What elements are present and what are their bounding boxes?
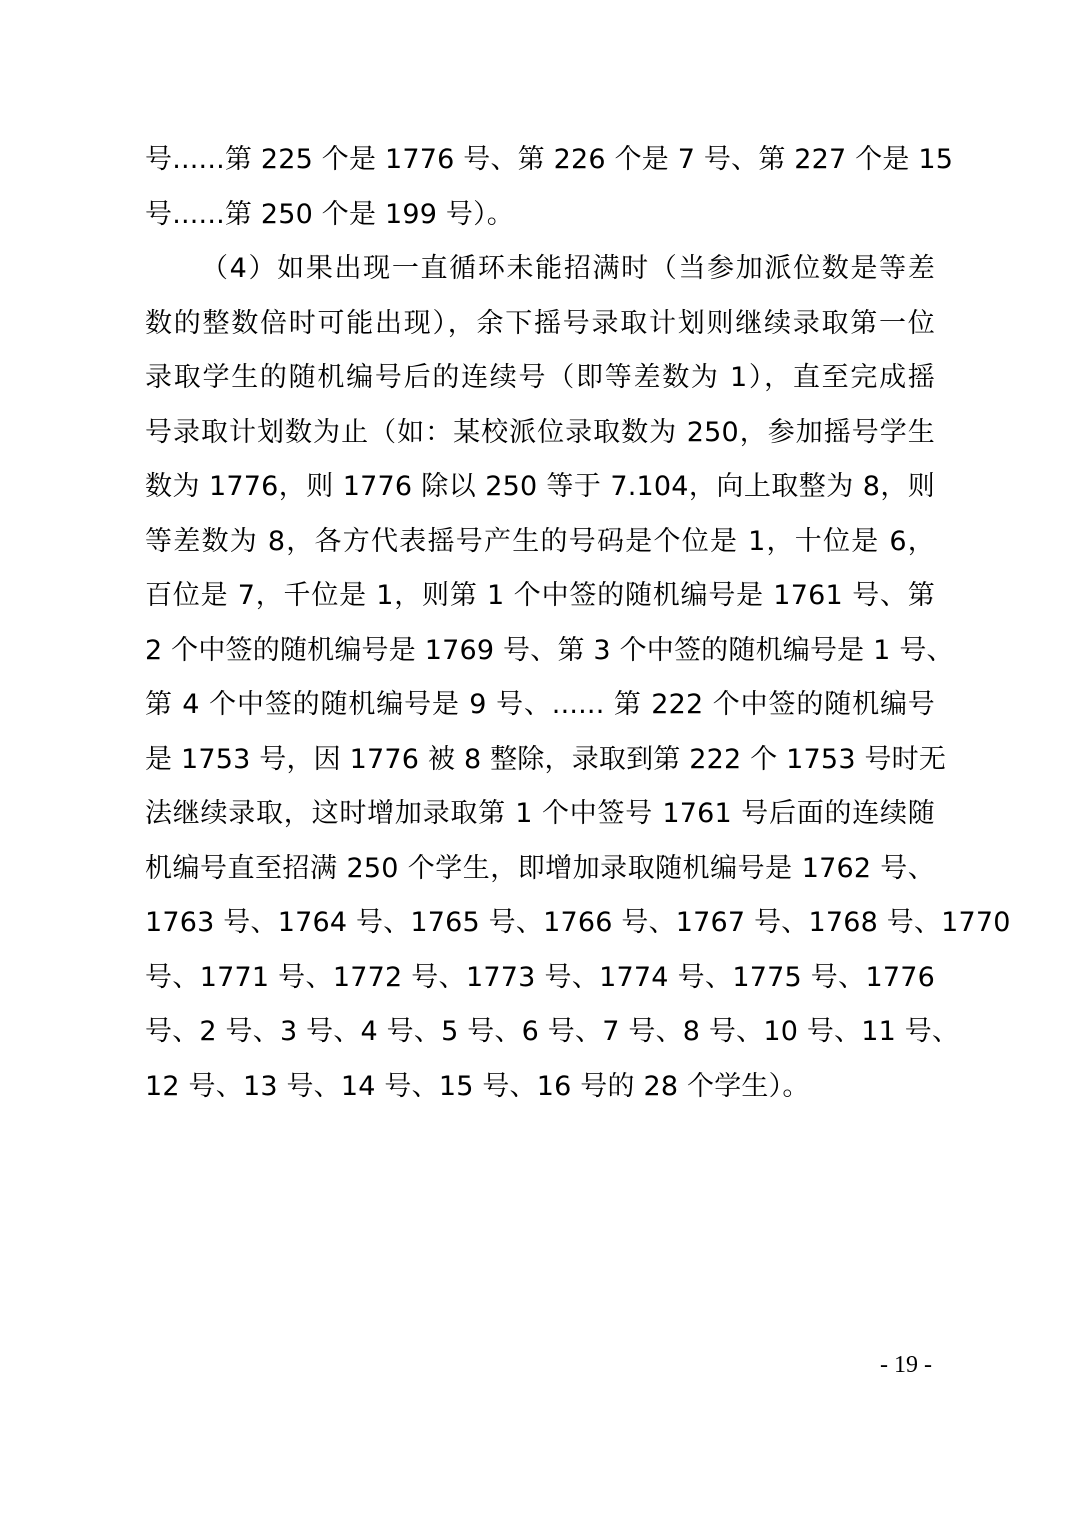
text-line: 2 个中签的随机编号是 1769 号、第 3 个中签的随机编号是 1 号、 bbox=[145, 634, 954, 666]
text-line: 法继续录取，这时增加录取第 1 个中签号 1761 号后面的连续随 bbox=[145, 798, 935, 829]
text-line: 号......第 225 个是 1776 号、第 226 个是 7 号、第 227 个是 15 bbox=[145, 144, 954, 175]
body-text bbox=[145, 133, 1011, 1114]
text-line: 号、1771 号、1772 号、1773 号、1774 号、1775 号、1776 bbox=[145, 961, 935, 993]
text-line: （4）如果出现一直循环未能招满时（当参加派位数是等差 bbox=[201, 253, 935, 284]
text-line: 等差数为 8，各方代表摇号产生的号码是个位是 1，十位是 6， bbox=[145, 525, 935, 557]
text-line: 是 1753 号，因 1776 被 8 整除，录取到第 222 个 1753 号时无 bbox=[145, 743, 947, 775]
page-number: - 19 - bbox=[880, 1352, 932, 1378]
text-line: 号、2 号、3 号、4 号、5 号、6 号、7 号、8 号、10 号、11 号、 bbox=[145, 1016, 960, 1047]
text-line: 机编号直至招满 250 个学生，即增加录取随机编号是 1762 号、 bbox=[145, 852, 935, 884]
text-line: 12 号、13 号、14 号、15 号、16 号的 28 个学生）。 bbox=[145, 1070, 810, 1102]
text-line: 号录取计划数为止（如：某校派位录取数为 250，参加摇号学生 bbox=[145, 416, 935, 448]
text-line: 录取学生的随机编号后的连续号（即等差数为 1），直至完成摇 bbox=[145, 362, 935, 393]
text-line: 数为 1776，则 1776 除以 250 等于 7.104，向上取整为 8，则 bbox=[145, 471, 935, 502]
text-line: 第 4 个中签的随机编号是 9 号、...... 第 222 个中签的随机编号 bbox=[145, 689, 935, 720]
text-line: 1763 号、1764 号、1765 号、1766 号、1767 号、1768 号、1770 bbox=[145, 907, 1011, 938]
text-line: 号......第 250 个是 199 号）。 bbox=[145, 198, 514, 230]
text-line: 数的整数倍时可能出现），余下摇号录取计划则继续录取第一位 bbox=[145, 307, 935, 339]
text-line: 百位是 7，千位是 1，则第 1 个中签的随机编号是 1761 号、第 bbox=[145, 580, 935, 611]
